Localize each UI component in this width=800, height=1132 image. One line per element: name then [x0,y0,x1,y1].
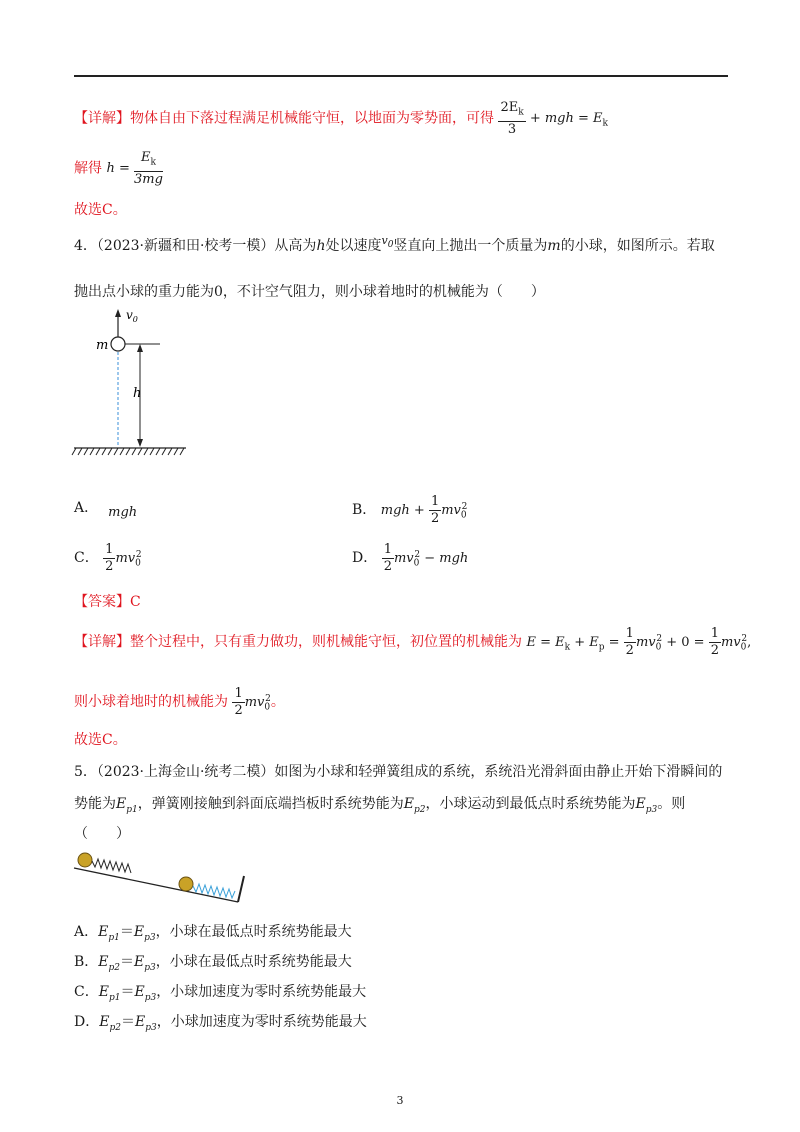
header-rule [74,75,728,77]
q3-solve-line [74,150,163,188]
q4-conclusion: 则小球着地时的机械能为 $\frac{1}{2}$ $mv_0^2$。 [74,686,285,718]
detail-tag: 【详解】 [74,110,130,127]
q5-figure [72,846,248,908]
q3-choice: 故选C。 [74,202,127,218]
q5-option: C．$E_{p1}=E_{p3}$，小球加速度为零时系统势能最大 [74,984,367,1003]
q5-stem-line1: 5．（2023·上海金山·统考二模）如图为小球和轻弹簧组成的系统，系统沿光滑斜面由静止开始下滑瞬间的 [74,764,723,780]
ball-top-icon [78,853,92,867]
detail-text: 物体自由下落过程满足机械能守恒，以地面为零势面，可得 [130,110,494,127]
q4-detail-line: 【详解】整个过程中，只有重力做功，则机械能守恒，初位置的机械能为 $E = E_k + E_p$ = $\frac{1}{2}$ $mv_0^2 + 0$ = $\frac{1}{2}$ $mv_0^2$, [74,626,752,658]
ball-bottom-icon [179,877,193,891]
q4-answer: 【答案】C [74,594,141,610]
q3-detail-line [74,100,608,138]
q4-option-a: A． mgh [74,500,138,520]
q4-option-b: B． mgh + $\frac{1}{2}$ $mv_0^2$ [352,494,468,526]
q5-option: A．$E_{p1}=E_{p3}$，小球在最低点时系统势能最大 [74,924,352,943]
page-number: 3 [396,1094,404,1107]
q5-option: D．$E_{p2}=E_{p3}$，小球加速度为零时系统势能最大 [74,1014,367,1033]
spring-top-icon [92,859,131,873]
spring-bottom-icon [193,884,235,898]
q4-energy-equation: $E = E_k + E_p$ = $\frac{1}{2}$ $mv_0^2 + 0$ = $\frac{1}{2}$ $mv_0^2$, [526,626,752,658]
solve-equation: h = $\frac{E_k}{3mg}$ [106,150,163,187]
q5-stem-line2: 势能为$E_{p1}$，弹簧刚接触到斜面底端挡板时系统势能为$E_{p2}$，小球运动到最低点时系统势能为$E_{p3}$。则 [74,796,686,815]
solve-prefix: 解得 [74,160,102,177]
q5-stem-line3: （ ） [74,826,130,842]
end-stop-plate [238,876,244,902]
q4-stem-line1: 4．（2023·新疆和田·校考一模）从高为h处以速度$^{v_0}$竖直向上抛出一个质量为m的小球，如图所示。若取 [74,234,715,254]
q4-option-c: C． $\frac{1}{2}$ $mv_0^2$ [74,542,142,574]
v0-label: $v_0$ [126,308,138,324]
m-label: m [96,338,109,353]
q4-option-d: D． $\frac{1}{2}$ $mv_0^2$ − mgh [352,542,469,574]
q4-figure [70,306,200,462]
q4-choice: 故选C。 [74,732,127,748]
incline-line [74,868,238,902]
energy-equation: $\frac{2E_k}{3}$ + mgh = $E_k$ [500,100,608,137]
q4-stem-line2: 抛出点小球的重力能为0，不计空气阻力，则小球着地时的机械能为（ ） [74,284,545,300]
h-label: h [133,386,142,401]
ball-icon [111,337,125,351]
ground-hatch-icon [72,448,184,455]
q5-option: B．$E_{p2}=E_{p3}$，小球在最低点时系统势能最大 [74,954,352,973]
